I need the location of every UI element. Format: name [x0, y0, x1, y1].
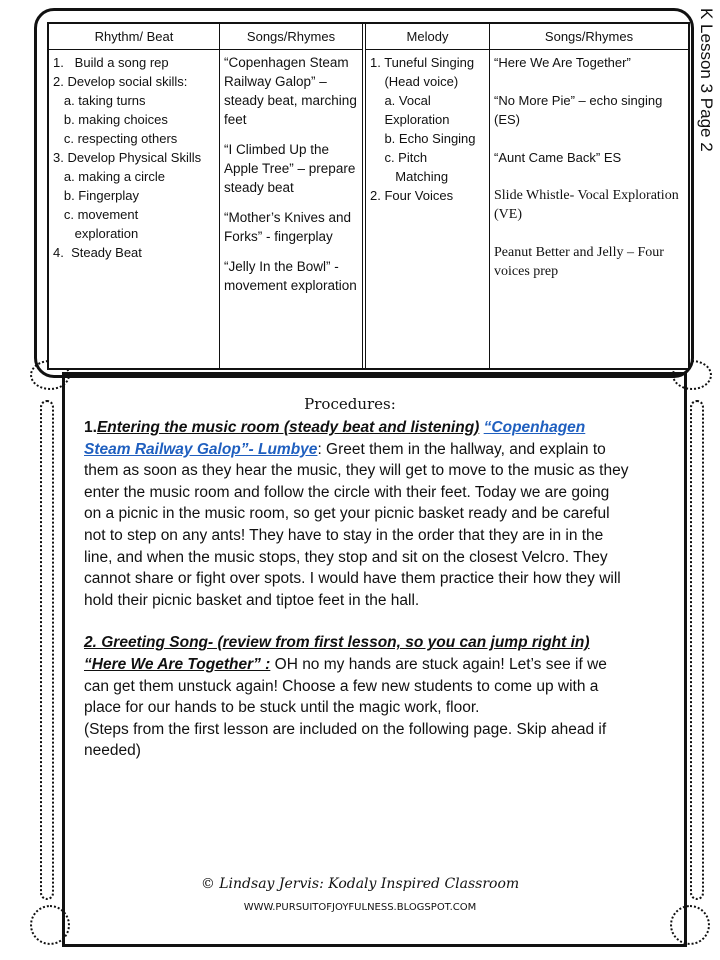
lesson-objectives-table: [47, 22, 690, 370]
list-item: 2. Develop social skills:: [53, 74, 188, 89]
list-item: c. movement: [53, 207, 139, 222]
list-item: b. Fingerplay: [53, 188, 139, 203]
list-item: “Here We Are Together”: [494, 55, 631, 70]
song-title: “Here We Are Together” :: [84, 655, 271, 673]
column-header: Melody: [366, 24, 489, 50]
dotted-border-left: [40, 400, 54, 900]
list-item: a. making a circle: [53, 169, 165, 184]
list-item: “I Climbed Up the Apple Tree” – prepare steady beat: [224, 142, 356, 195]
copyright-credit: © Lindsay Jervis: Kodaly Inspired Classroom: [200, 876, 520, 892]
melody-column: [366, 24, 490, 368]
list-item: Slide Whistle- Vocal Exploration (VE): [494, 188, 683, 222]
dotted-border-right: [690, 400, 704, 900]
rhythm-songs-column: [220, 24, 366, 368]
procedure-step-1: [84, 417, 630, 611]
step-heading: 2. Greeting Song- (review from first lesson, so you can jump right in): [84, 634, 590, 652]
list-item: “Jelly In the Bowl” - movement exploration: [224, 259, 357, 293]
list-item: 1. Tuneful Singing: [370, 55, 475, 70]
procedure-step-2: [84, 632, 630, 762]
melody-songs: [490, 50, 688, 303]
list-item: 4. Steady Beat: [53, 245, 142, 260]
melody-songs-column: [490, 24, 688, 368]
list-item: “No More Pie” – echo singing (ES): [494, 93, 666, 127]
list-item: exploration: [53, 226, 139, 241]
list-item: 2. Four Voices: [370, 188, 454, 203]
rhythm-songs: [220, 50, 362, 309]
list-item: “Mother’s Knives and Forks” - fingerplay: [224, 210, 352, 244]
page-label: [694, 8, 718, 178]
procedures-title: Procedures:: [304, 395, 396, 413]
list-item: (Head voice): [370, 74, 459, 89]
list-item: 1. Build a song rep: [53, 55, 169, 70]
column-header: Songs/Rhymes: [220, 24, 362, 50]
list-item: 3. Develop Physical Skills: [53, 150, 202, 165]
step-note: (Steps from the first lesson are included on the following page. Skip ahead if needed): [84, 720, 607, 760]
list-item: c. Pitch: [370, 150, 428, 165]
rhythm-column: [49, 24, 220, 368]
list-item: “Aunt Came Back” ES: [494, 150, 622, 165]
step-heading: Entering the music room (steady beat and listening): [96, 419, 480, 436]
procedures-section: [70, 395, 630, 762]
step-text: : Greet them in the hallway, and explain to them as soon as they hear the music, they will get to move to the music as they enter the music room and follow the circle with their feet. Today we are going on a picnic in the music room, so get your picnic basket ready and be careful not to step on any ants! They have to stay in the order that they are in in the line, and when the music stops, they stop and sit on the closest Velcro. They cannot share or fight over spots. I would have them practice their how they will hold their picnic basket and tiptoe feet in the hall.: [84, 440, 629, 609]
melody-objectives: [366, 50, 489, 208]
list-item: c. respecting others: [53, 131, 178, 146]
step-number: 1.: [84, 419, 97, 436]
list-item: b. making choices: [53, 112, 168, 127]
column-header: Songs/Rhymes: [490, 24, 688, 50]
list-item: b. Echo Singing: [370, 131, 476, 146]
list-item: Matching: [370, 169, 449, 184]
step-text: OH no my hands are stuck again! Let’s see if we can get them unstuck again! Choose a few new students to come up with a place for our hands to be stuck until the magic work, floor.: [84, 655, 607, 717]
rhythm-objectives: [49, 50, 219, 265]
list-item: a. taking turns: [53, 93, 146, 108]
list-item: Peanut Better and Jelly – Four voices prep: [494, 245, 668, 279]
list-item: a. Vocal: [370, 93, 431, 108]
page-label-text: K Lesson 3 Page 2: [697, 8, 716, 152]
list-item: “Copenhagen Steam Railway Galop” – steady beat, marching feet: [224, 55, 357, 127]
column-header: Rhythm/ Beat: [49, 24, 219, 50]
song-link[interactable]: “Copenhagen Steam Railway Galop”- Lumbye: [84, 419, 586, 458]
list-item: Exploration: [370, 112, 450, 127]
blog-url: WWW.PURSUITOFJOYFULNESS.BLOGSPOT.COM: [243, 902, 477, 913]
